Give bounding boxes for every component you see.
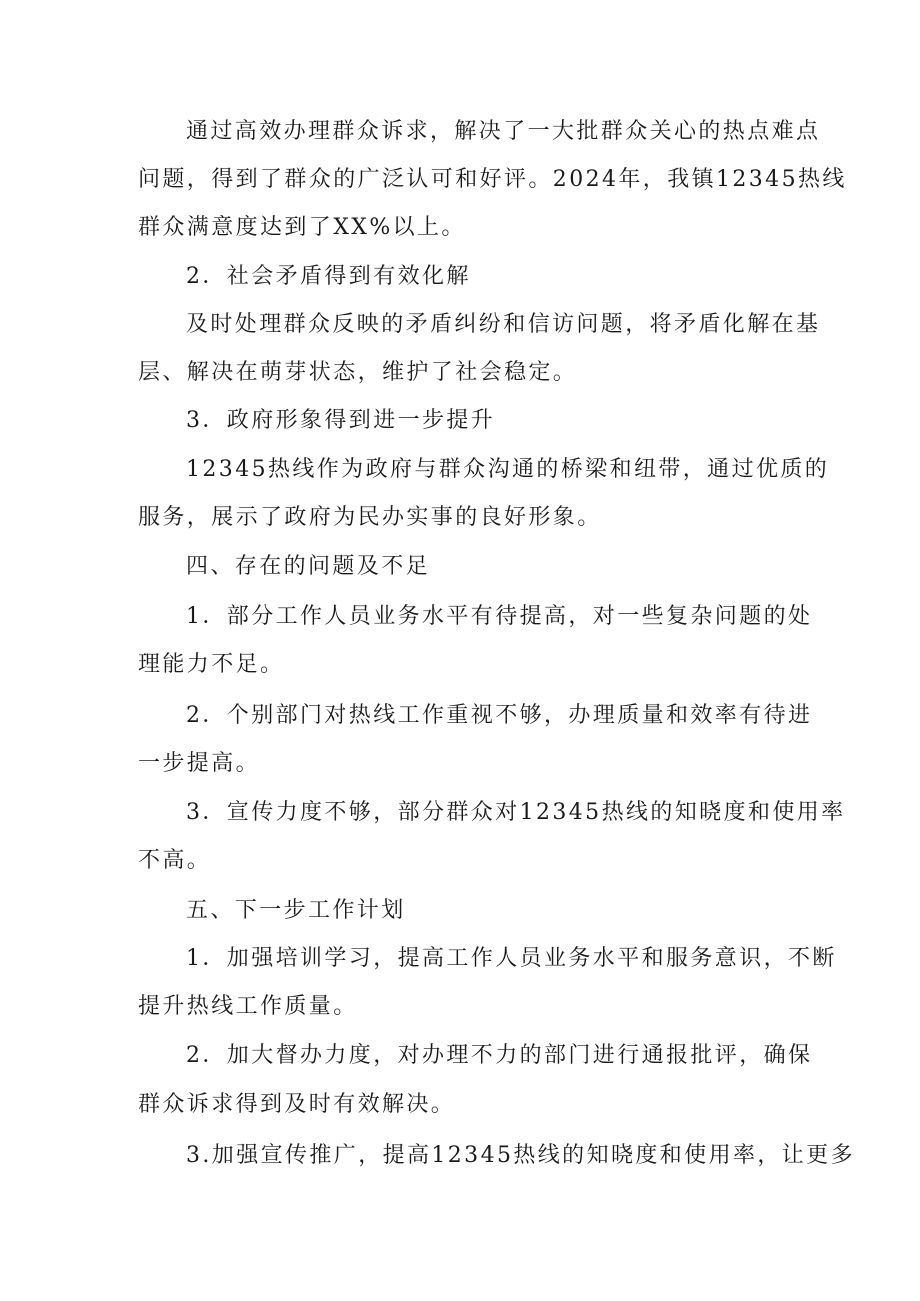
plan-item-1-line-1: 1．加强培训学习，提高工作人员业务水平和服务意识，不断 [186, 946, 837, 971]
paragraph-achievements-line-2: 问题，得到了群众的广泛认可和好评。2024年，我镇12345热线 [138, 167, 847, 192]
problem-item-3-line-1: 3．宣传力度不够，部分群众对12345热线的知晓度和使用率 [186, 800, 846, 825]
problem-item-2-line-2: 一步提高。 [138, 751, 261, 776]
paragraph-conflict-line-1: 及时处理群众反映的矛盾纠纷和信访问题，将矛盾化解在基 [186, 312, 821, 337]
paragraph-achievements-line-1: 通过高效办理群众诉求，解决了一大批群众关心的热点难点 [186, 119, 821, 144]
heading-government-image: 3．政府形象得到进一步提升 [186, 408, 496, 433]
paragraph-image-line-1: 12345热线作为政府与群众沟通的桥梁和纽带，通过优质的 [186, 457, 830, 482]
plan-item-3-line-1: 3.加强宣传推广，提高12345热线的知晓度和使用率，让更多 [186, 1143, 855, 1168]
plan-item-2-line-1: 2．加大督办力度，对办理不力的部门进行通报批评，确保 [186, 1043, 813, 1068]
plan-item-2-line-2: 群众诉求得到及时有效解决。 [138, 1092, 456, 1117]
paragraph-achievements-line-3: 群众满意度达到了XX%以上。 [138, 215, 466, 240]
paragraph-conflict-line-2: 层、解决在萌芽状态，维护了社会稳定。 [138, 360, 578, 385]
paragraph-image-line-2: 服务，展示了政府为民办实事的良好形象。 [138, 505, 602, 530]
section-heading-next-plan: 五、下一步工作计划 [186, 898, 406, 923]
problem-item-1-line-2: 理能力不足。 [138, 652, 285, 677]
heading-conflict-resolution: 2．社会矛盾得到有效化解 [186, 264, 471, 289]
section-heading-problems: 四、存在的问题及不足 [186, 554, 431, 579]
plan-item-1-line-2: 提升热线工作质量。 [138, 994, 358, 1019]
problem-item-1-line-1: 1．部分工作人员业务水平有待提高，对一些复杂问题的处 [186, 604, 813, 629]
problem-item-2-line-1: 2．个别部门对热线工作重视不够，办理质量和效率有待进 [186, 703, 813, 728]
problem-item-3-line-2: 不高。 [138, 848, 212, 873]
